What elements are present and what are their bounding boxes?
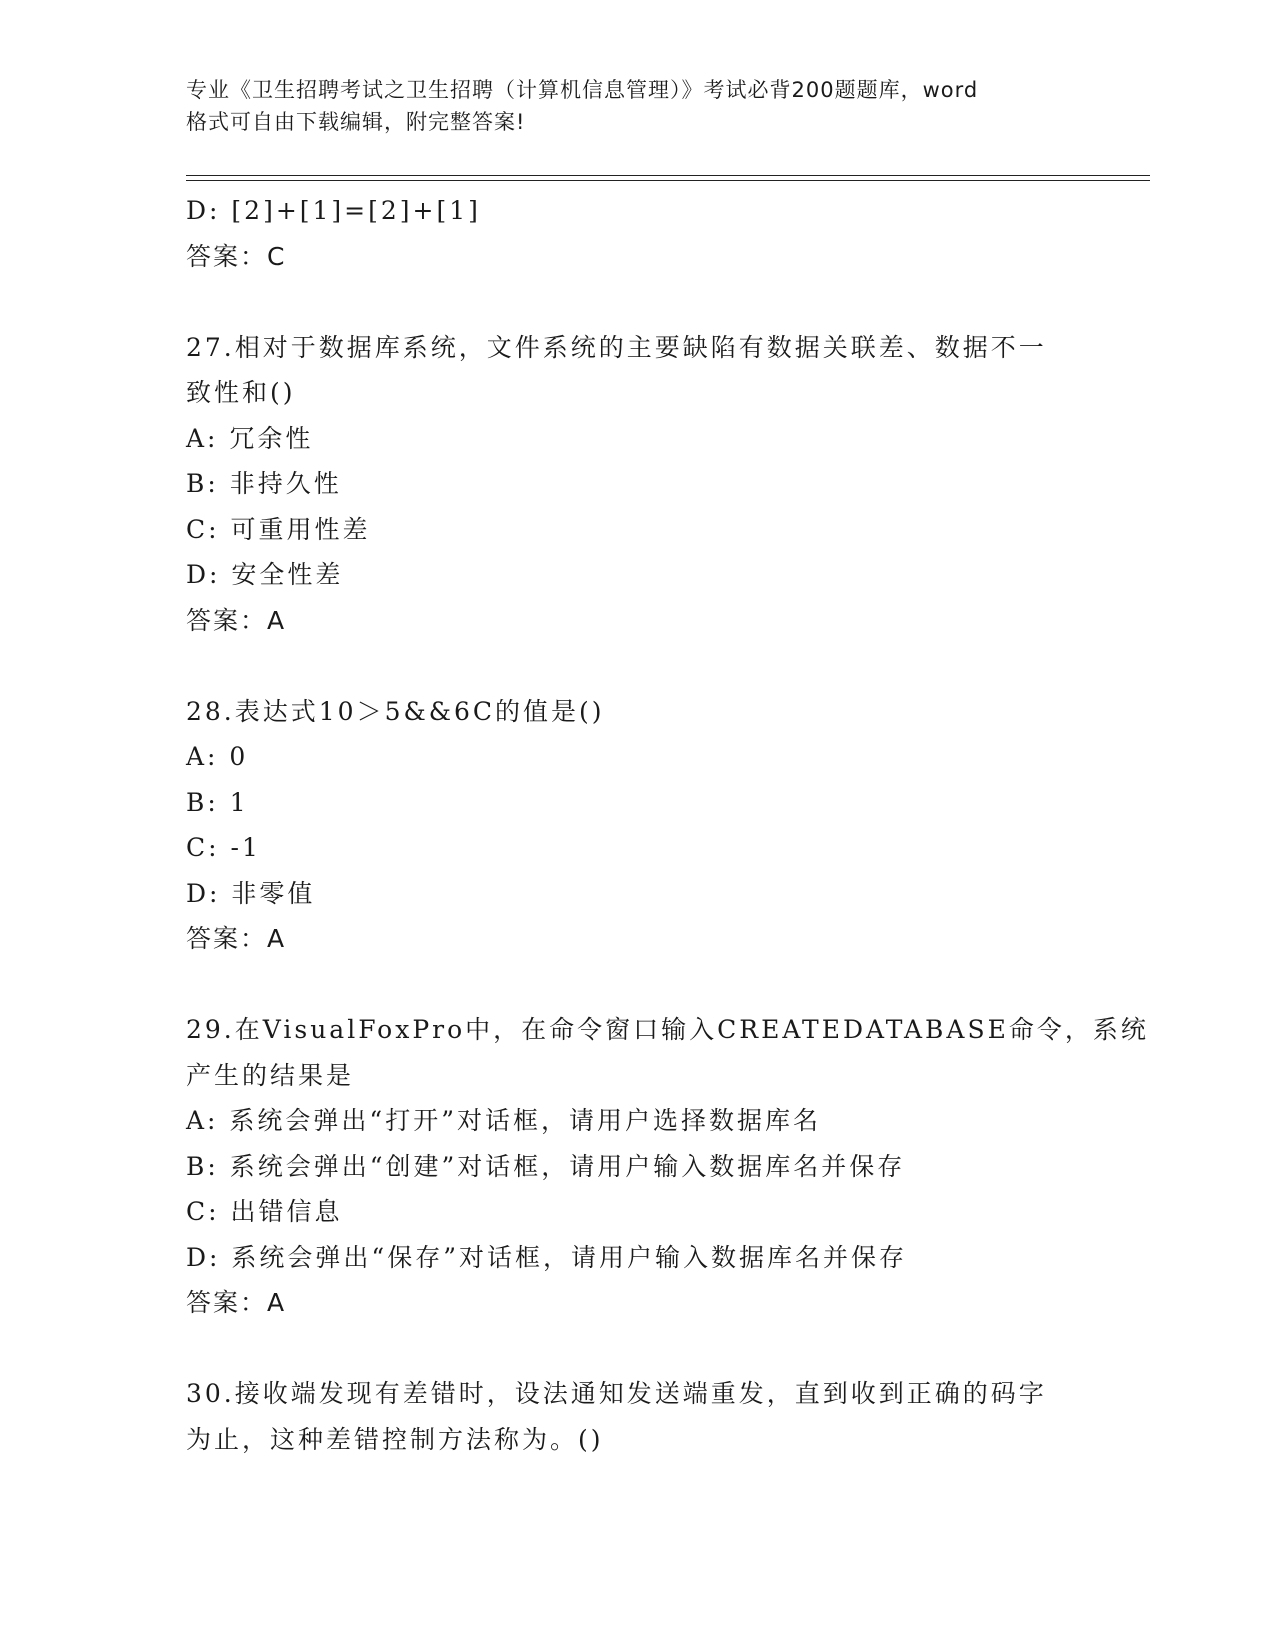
option-b: B: 非持久性 bbox=[186, 469, 342, 498]
answer-label: 答案：A bbox=[186, 605, 287, 635]
question-28 bbox=[186, 689, 1086, 962]
option-c: C: 出错信息 bbox=[186, 1197, 343, 1226]
question-27 bbox=[186, 325, 1086, 644]
answer-label: 答案：A bbox=[186, 924, 287, 953]
question-26-tail bbox=[186, 188, 1086, 279]
spacer bbox=[186, 1326, 1086, 1372]
question-stem-line: 30.接收端发现有差错时，设法通知发送端重发，直到收到正确的码字 bbox=[186, 1379, 1047, 1408]
header-divider-bottom bbox=[186, 180, 1150, 181]
question-stem-line: 为止，这种差错控制方法称为。() bbox=[186, 1424, 604, 1454]
option-d: D: 非零值 bbox=[186, 878, 316, 908]
header-note-line-1: 专业《卫生招聘考试之卫生招聘（计算机信息管理）》考试必背200题题库，word bbox=[186, 78, 979, 102]
question-30 bbox=[186, 1371, 1086, 1462]
option-b: B: 系统会弹出“创建”对话框，请用户输入数据库名并保存 bbox=[186, 1151, 906, 1181]
header-note-line-2: 格式可自由下载编辑，附完整答案! bbox=[186, 110, 526, 134]
option-d: D: [2]+[1]=[2]+[1] bbox=[186, 196, 481, 225]
answer-label: 答案：C bbox=[186, 241, 287, 271]
option-d: D: 系统会弹出“保存”对话框，请用户输入数据库名并保存 bbox=[186, 1242, 907, 1272]
spacer bbox=[186, 279, 1086, 325]
header-divider-top bbox=[186, 175, 1150, 176]
question-stem-line: 致性和() bbox=[186, 378, 296, 407]
spacer bbox=[186, 643, 1086, 689]
header-note bbox=[186, 74, 1086, 138]
question-stem-line: 29.在VisualFoxPro中，在命令窗口输入CREATEDATABASE命令，系统 bbox=[186, 1015, 1149, 1044]
option-b: B: 1 bbox=[186, 787, 249, 817]
option-d: D: 安全性差 bbox=[186, 560, 344, 589]
question-stem-line: 产生的结果是 bbox=[186, 1060, 355, 1090]
option-c: C: 可重用性差 bbox=[186, 514, 371, 544]
question-list bbox=[186, 188, 1149, 1462]
question-stem-line: 27.相对于数据库系统，文件系统的主要缺陷有数据关联差、数据不一 bbox=[186, 332, 1047, 362]
option-a: A: 0 bbox=[186, 742, 249, 771]
option-c: C: -1 bbox=[186, 833, 261, 862]
question-29 bbox=[186, 1007, 1149, 1326]
option-a: A: 系统会弹出“打开”对话框，请用户选择数据库名 bbox=[186, 1106, 821, 1135]
question-stem-line: 28.表达式10＞5&&6C的值是() bbox=[186, 696, 605, 726]
answer-label: 答案：A bbox=[186, 1288, 287, 1317]
spacer bbox=[186, 962, 1086, 1008]
option-a: A: 冗余性 bbox=[186, 423, 314, 453]
